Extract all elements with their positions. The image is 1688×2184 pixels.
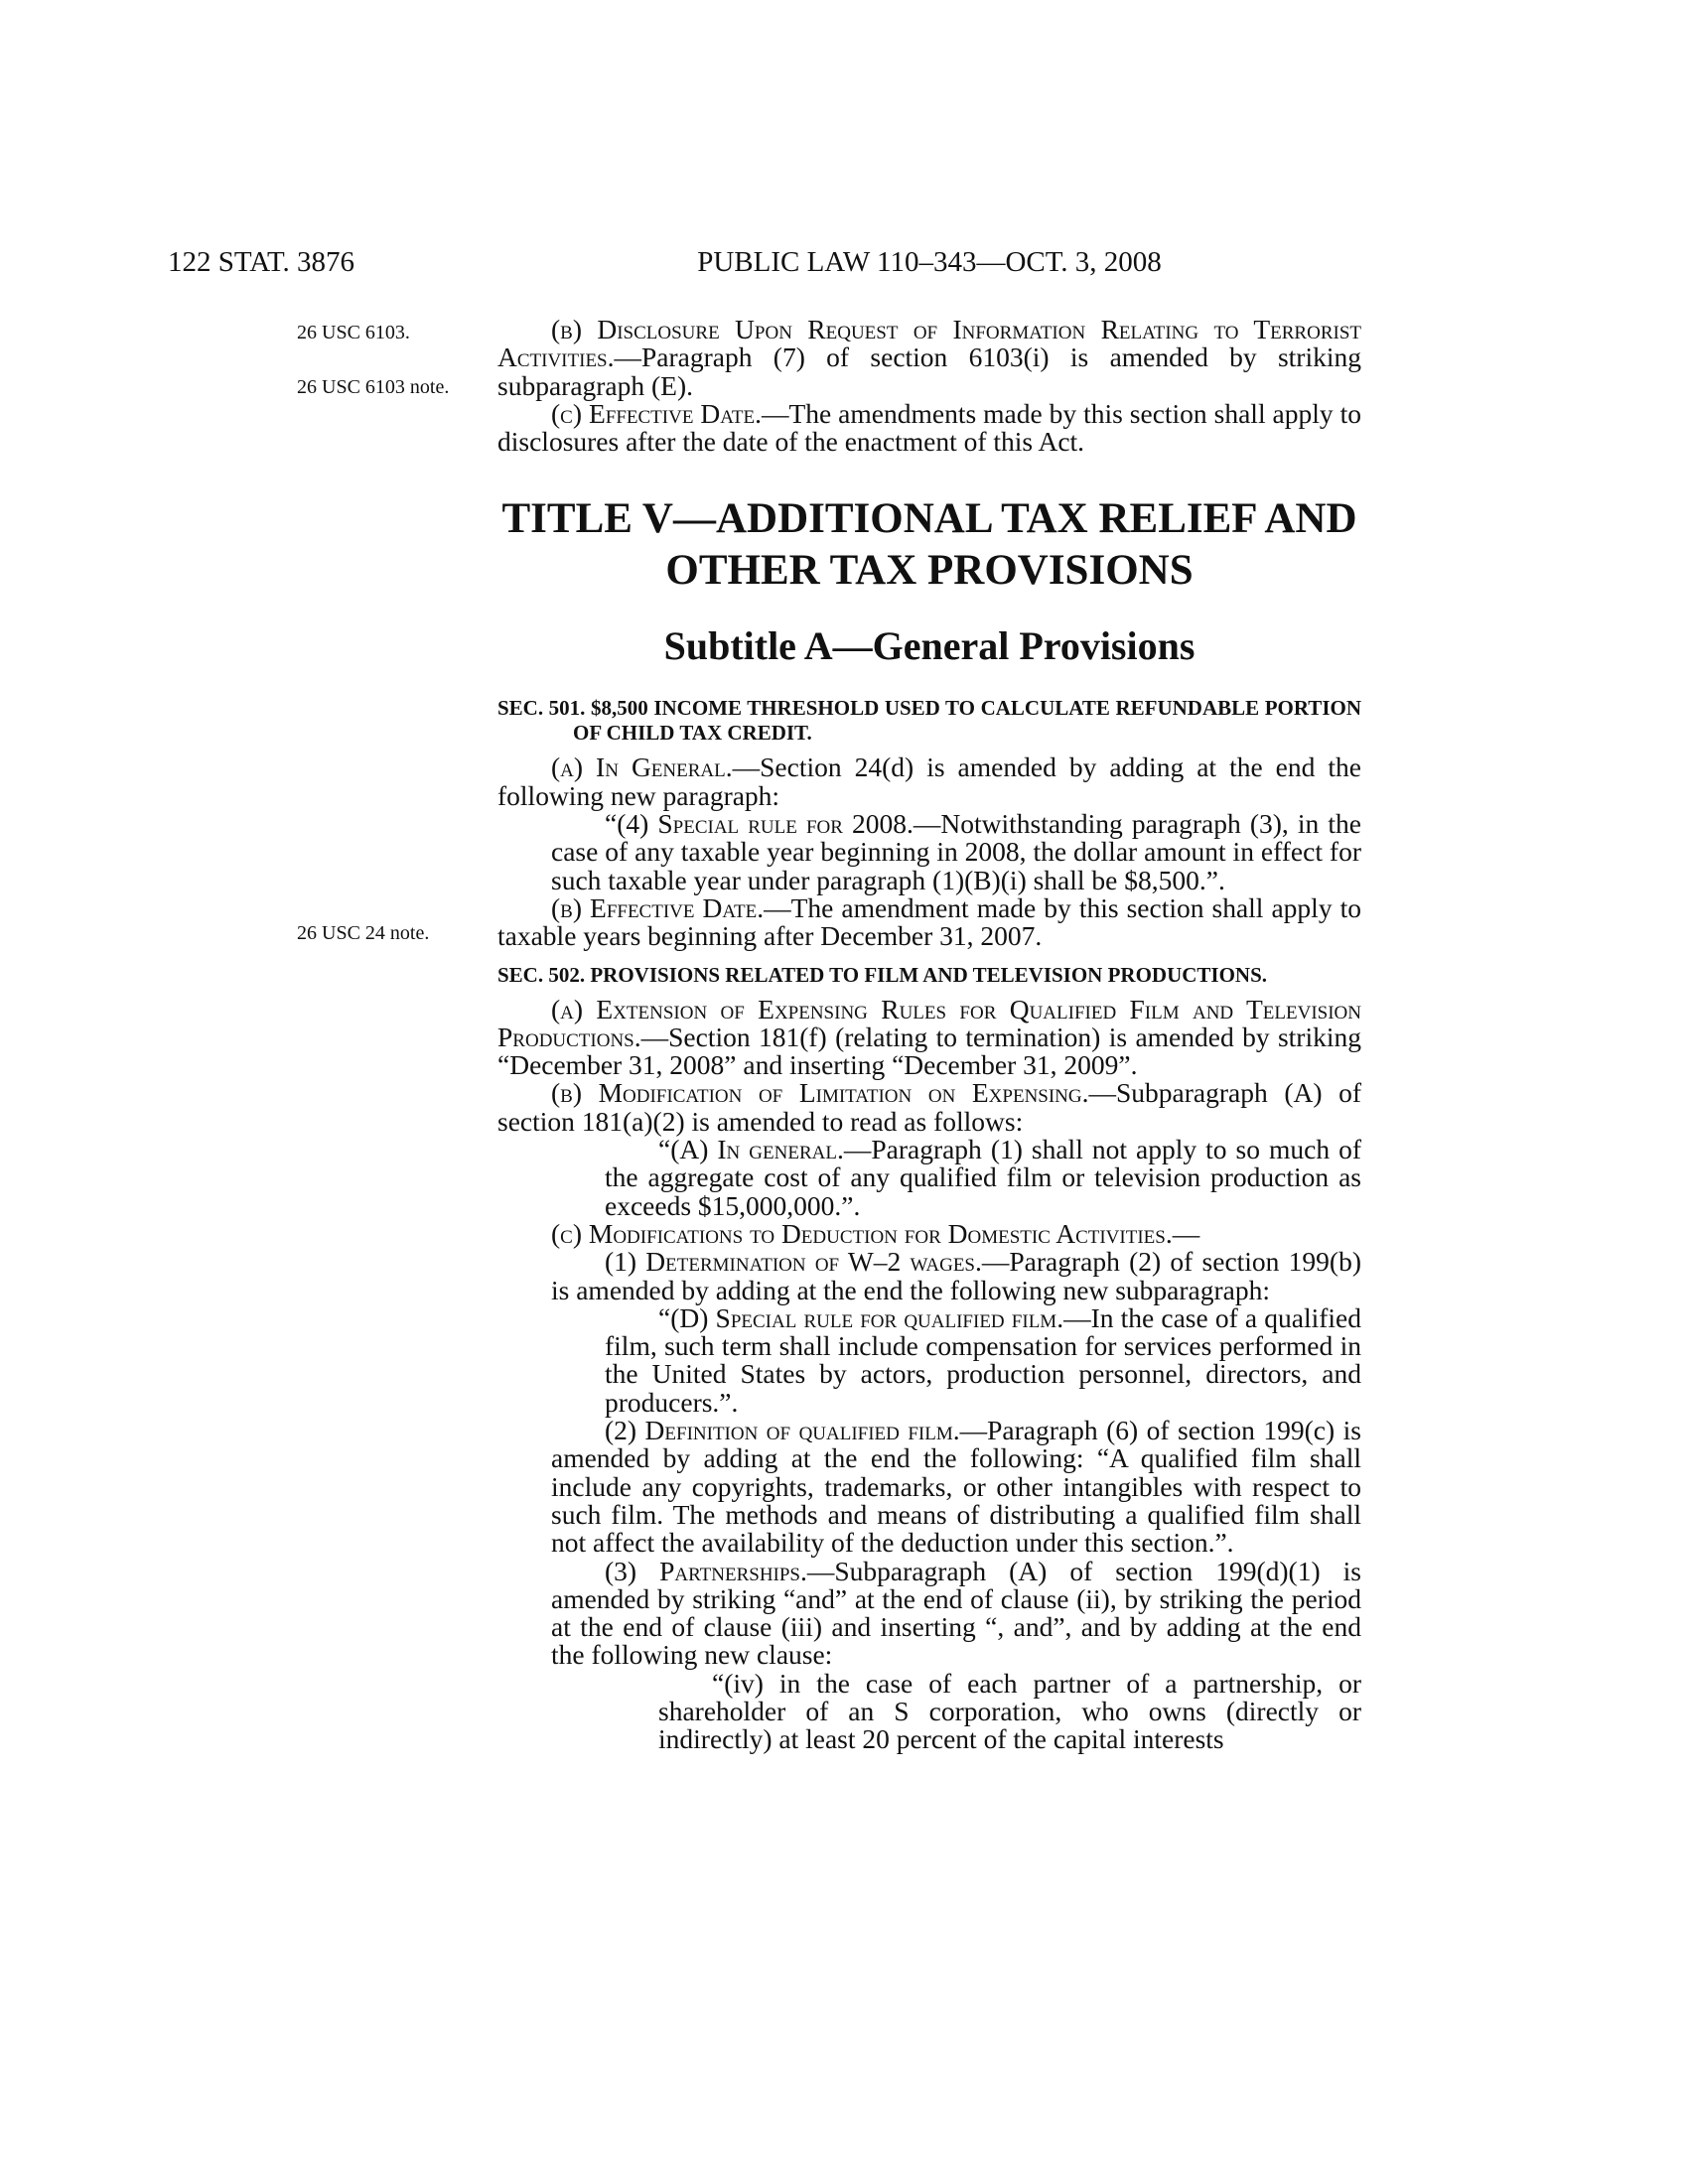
- paragraph: (c) Modifications to Deduction for Domestic Activities.—: [551, 1217, 1200, 1249]
- document-body: [497, 316, 1361, 1754]
- subtitle-heading: Subtitle A—General Provisions: [663, 623, 1196, 669]
- margin-note: 26 USC 24 note.: [297, 922, 430, 944]
- paragraph: “(A) In general.—Paragraph (1) shall not apply to so much of the aggregate cost of any qualified film or television production as exceeds $15,000,000.”.: [605, 1134, 1361, 1221]
- paragraph: (b) Disclosure Upon Request of Information Relating to Terrorist Activities.—Paragraph (7) of section 6103(i) is amended by striking subparagraph (E).: [497, 314, 1361, 401]
- margin-note: 26 USC 6103 note.: [297, 376, 450, 398]
- section-heading: SEC. 502. PROVISIONS RELATED TO FILM AND TELEVISION PRODUCTIONS.: [497, 962, 1268, 987]
- paragraph: (3) Partnerships.—Subparagraph (A) of section 199(d)(1) is amended by striking “and” at the end of clause (ii), by striking the period at the end of clause (iii) and inserting “, and”, and by adding at the end the following new clause:: [551, 1555, 1362, 1671]
- paragraph: (b) Effective Date.—The amendment made by this section shall apply to taxable years beginning after December 31, 2007.: [497, 891, 1361, 952]
- paragraph: “(D) Special rule for qualified film.—In the case of a qualified film, such term shall include compensation for services performed in the United States by actors, production personnel, directors, and producers.”.: [605, 1301, 1361, 1418]
- title-heading: TITLE V—ADDITIONAL TAX RELIEF AND OTHER TAX PROVISIONS: [501, 495, 1357, 595]
- section-heading: SEC. 501. $8,500 INCOME THRESHOLD USED TO CALCULATE REFUNDABLE PORTION OF CHILD TAX CREDIT.: [497, 696, 1361, 746]
- paragraph: (a) In General.—Section 24(d) is amended by adding at the end the following new paragraph:: [497, 751, 1361, 811]
- statute-page-number: 122 STAT. 3876: [168, 246, 355, 278]
- page-header: [0, 246, 1688, 286]
- margin-note: 26 USC 6103.: [297, 322, 410, 343]
- paragraph: (b) Modification of Limitation on Expensing.—Subparagraph (A) of section 181(a)(2) is amended to read as follows:: [497, 1077, 1362, 1137]
- paragraph: (1) Determination of W–2 wages.—Paragraph (2) of section 199(b) is amended by adding at the end the following new subparagraph:: [551, 1246, 1361, 1305]
- paragraph: “(iv) in the case of each partner of a partnership, or shareholder of an S corporation, who owns (directly or indirectly) at least 20 percent of the capital interests: [658, 1667, 1361, 1755]
- paragraph: (c) Effective Date.—The amendments made by this section shall apply to disclosures after the date of the enactment of this Act.: [497, 397, 1361, 458]
- running-head: PUBLIC LAW 110–343—OCT. 3, 2008: [697, 246, 1162, 278]
- paragraph: (a) Extension of Expensing Rules for Qualified Film and Television Productions.—Section 181(f) (relating to termination) is amended by striking “December 31, 2008” and inserting “December 31, 2009”.: [497, 993, 1361, 1081]
- paragraph: “(4) Special rule for 2008.—Notwithstanding paragraph (3), in the case of any taxable year beginning in 2008, the dollar amount in effect for such taxable year under paragraph (1)(B)(i) shall be $8,500.”.: [551, 808, 1361, 895]
- paragraph: (2) Definition of qualified film.—Paragraph (6) of section 199(c) is amended by adding at the end the following: “A qualified film shall include any copyrights, trademarks, or other intangibles with respect to such film. The methods and means of distributing a qualified film shall not affect the availability of the deduction under this section.”.: [551, 1415, 1361, 1559]
